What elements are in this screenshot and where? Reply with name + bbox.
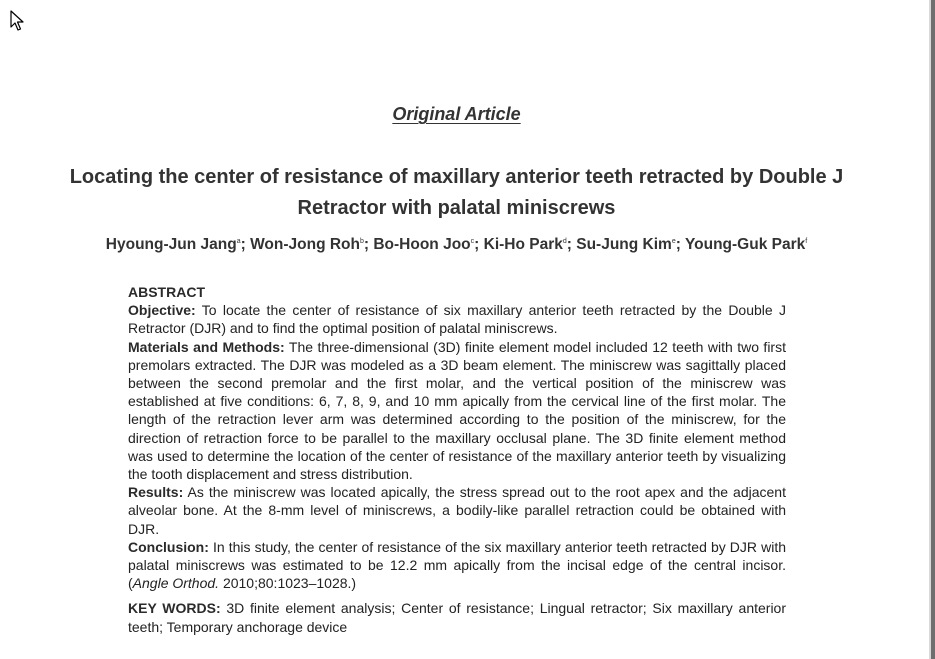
keywords [128, 599, 786, 635]
paper-title: Locating the center of resistance of maxillary anterior teeth retracted by Double J Retractor with palatal miniscrews [69, 166, 844, 219]
methods-text: The three-dimensional (3D) finite element model included 12 teeth with two first premolars extracted. The DJR was modeled as a 3D beam element. The miniscrew was sagittally placed between the second premolar and the first molar, and the vertical position of the miniscrew was established at five conditions: 6, 7, 8, 9, and 10 mm apically from the cervical line of the first molar. The length of the retraction lever arm was determined according to the position of the miniscrew, for the direction of retraction force to be parallel to the maxillary occlusal plane. The 3D finite element method was used to determine the location of the center of resistance of the maxillary anterior teeth by visualizing the tooth displacement and stress distribution. [128, 338, 786, 483]
abstract-heading: ABSTRACT [128, 284, 205, 300]
abstract-conclusion [128, 538, 786, 593]
author-name: Hyoung-Jun Jang [105, 236, 237, 253]
citation-details: 2010;80:1023–1028.) [219, 575, 357, 592]
objective-text: To locate the center of resistance of six maxillary anterior teeth retracted by the Double J Retractor (DJR) and to find the optimal position of palatal miniscrews. [128, 302, 787, 337]
article-type-label: Original Article [392, 104, 521, 124]
author-name: Won-Jong Roh [250, 236, 360, 253]
author-affiliation-mark: d [562, 238, 567, 245]
abstract-methods [128, 338, 786, 484]
author-affiliation-mark: e [671, 238, 676, 245]
keywords-label: KEY WORDS: [128, 600, 221, 617]
author-affiliation-mark: f [805, 238, 808, 245]
author-name: Young-Guk Park [684, 236, 806, 253]
author-affiliation-mark: b [359, 238, 364, 245]
abstract-objective [128, 301, 786, 337]
author-name: Su-Jung Kim [576, 236, 672, 253]
abstract-section [128, 283, 786, 636]
mouse-pointer-icon [10, 10, 24, 32]
conclusion-text: In this study, the center of resistance of the six maxillary anterior teeth retracted by DJR with palatal miniscrews was estimated to be 12.2 mm apically from the incisal edge of the central incisor. ( [128, 538, 786, 592]
keywords-text: 3D finite element analysis; Center of resistance; Lingual retractor; Six maxillary anterior teeth; Temporary anchorage device [128, 600, 787, 635]
abstract-results [128, 483, 786, 538]
window-edge-scrollbar[interactable] [931, 0, 935, 659]
conclusion-label: Conclusion: [128, 538, 209, 555]
author-name: Bo-Hoon Joo [373, 236, 471, 253]
author-name: Ki-Ho Park [483, 236, 563, 253]
author-list: Hyoung-Jun Jang$^a$; Won-Jong Roh$^b$; Bo-Hoon Joo$^c$; Ki-Ho Park$^d$; Su-Jung Kim$^e$; Young-Guk Park$^f$ [105, 236, 808, 253]
author-affiliation-mark: c [470, 238, 475, 245]
author-affiliation-mark: a [236, 238, 241, 245]
citation-journal: Angle Orthod. [132, 575, 220, 592]
results-text: As the miniscrew was located apically, the stress spread out to the root apex and the adjacent alveolar bone. At the 8-mm level of miniscrews, a bodily-like parallel retraction could be obtained with DJR. [128, 484, 786, 537]
methods-label: Materials and Methods: [128, 338, 285, 355]
objective-label: Objective: [128, 302, 196, 319]
results-label: Results: [128, 484, 184, 501]
